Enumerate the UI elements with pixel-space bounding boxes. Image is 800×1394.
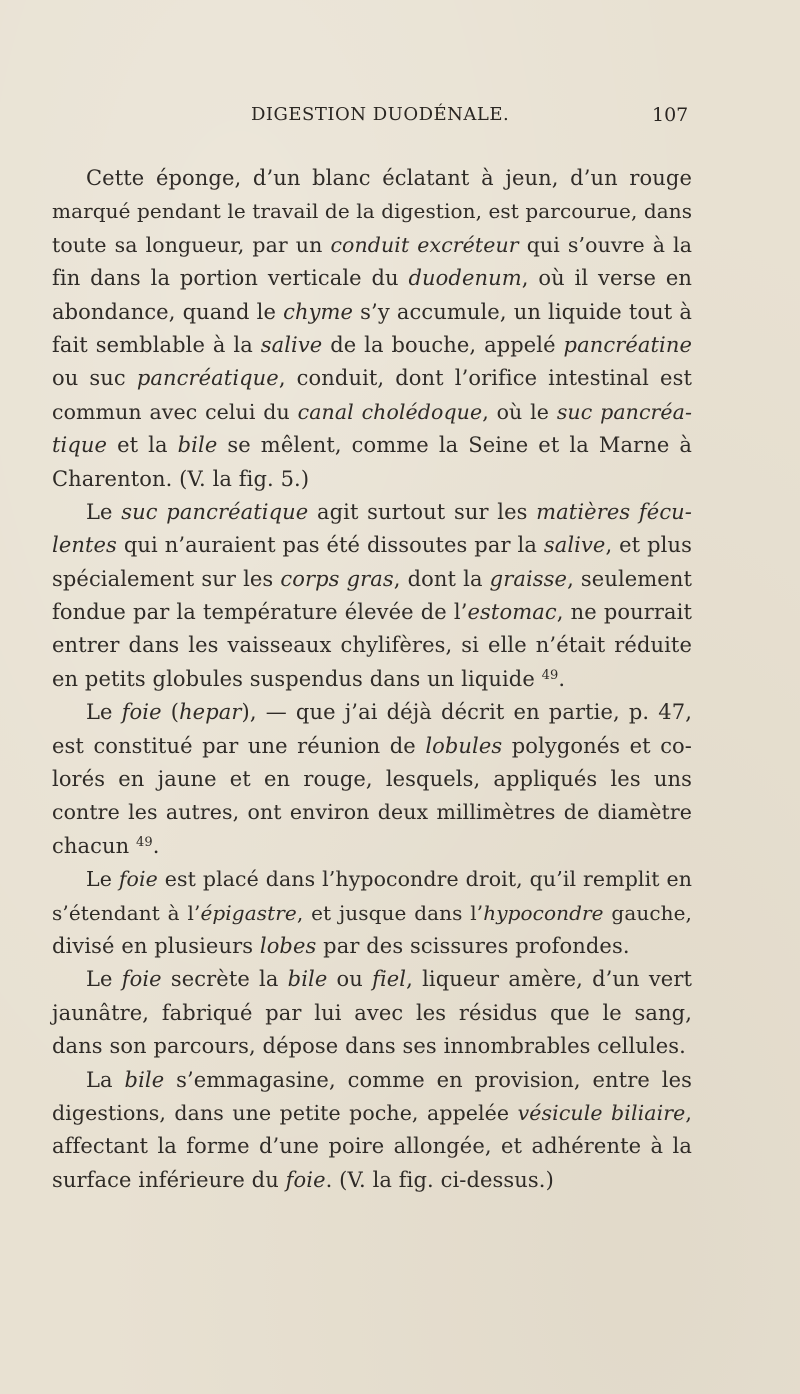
text-run: ,: [685, 1100, 692, 1125]
italic-term: épigastre: [200, 900, 297, 925]
text-run: , ne pourrait: [556, 600, 692, 625]
text-run: lorés en jaune et en rouge, lesquels, appliqués les uns: [52, 767, 692, 792]
text-run: se mêlent, comme la Seine et la Marne à: [217, 433, 692, 458]
text-run: Le: [86, 499, 122, 524]
text-run: , où il verse en: [521, 266, 692, 291]
text-line: [52, 396, 692, 429]
text-line: [52, 262, 692, 295]
text-run: s’y accumule, un liquide tout à: [353, 299, 693, 324]
italic-term: foie: [121, 700, 162, 725]
text-run: , dont la: [393, 566, 490, 591]
text-line: [52, 897, 692, 930]
text-run: La: [86, 1067, 125, 1092]
italic-term: suc pancréatique: [121, 499, 309, 524]
italic-term: graisse: [489, 566, 568, 591]
text-run: chacun: [52, 833, 136, 858]
italic-term: fiel: [372, 967, 407, 992]
italic-term: chyme: [283, 299, 354, 324]
text-run: polygonés et co-: [502, 733, 692, 758]
text-line: [52, 796, 692, 829]
text-run: commun avec celui du: [52, 399, 298, 424]
running-title: DIGESTION DUODÉNALE.: [251, 104, 510, 125]
text-line: [52, 629, 692, 662]
italic-term: foie: [285, 1167, 326, 1192]
italic-term: lobules: [425, 733, 503, 758]
text-line: [52, 1097, 692, 1130]
text-line: [52, 730, 692, 763]
text-line: [52, 997, 692, 1030]
text-run: s’étendant à l’: [52, 900, 201, 925]
text-run: .: [558, 666, 566, 691]
text-line: [52, 930, 692, 963]
italic-term: hypocondre: [483, 900, 604, 925]
text-run: est placé dans l’hypocondre droit, qu’il remplit en: [157, 867, 692, 892]
text-run: , où le: [482, 399, 557, 424]
text-line: [52, 463, 692, 496]
text-line: [52, 963, 692, 996]
italic-term: estomac: [467, 600, 557, 625]
text-run: , et jusque dans l’: [296, 900, 484, 925]
text-run: par des scissures profondes.: [316, 933, 630, 958]
italic-term: pancréatique: [136, 366, 279, 391]
text-run: Le: [86, 967, 122, 992]
text-run: spécialement sur les: [52, 566, 281, 591]
text-run: et la: [107, 433, 178, 458]
text-run: (: [161, 700, 180, 725]
text-line: [52, 195, 692, 228]
text-run: ), — que j’ai déjà décrit en partie, p. 47,: [241, 700, 692, 725]
italic-term: lentes: [52, 533, 117, 558]
text-line: [52, 1164, 692, 1197]
text-run: Charenton. (V. la fig. 5.): [52, 466, 310, 491]
text-line: [52, 1130, 692, 1163]
text-run: contre les autres, ont environ deux millimètres de diamètre: [52, 800, 692, 825]
text-line: [52, 429, 692, 462]
text-run: ou suc: [52, 366, 137, 391]
italic-term: foie: [118, 867, 158, 892]
italic-term: foie: [121, 967, 162, 992]
text-line: [52, 596, 692, 629]
text-line: [52, 329, 692, 362]
text-line: [52, 696, 692, 729]
text-run: est constitué par une réunion de: [52, 733, 426, 758]
italic-term: bile: [124, 1067, 165, 1092]
italic-term: salive: [543, 533, 606, 558]
italic-term: corps gras: [280, 566, 394, 591]
text-run: fait semblable à la: [52, 332, 261, 357]
italic-term: pancréatine: [563, 332, 692, 357]
text-run: , et plus: [605, 533, 692, 558]
italic-term: canal cholédoque: [297, 399, 483, 424]
italic-term: tique: [52, 433, 108, 458]
text-run: Le: [86, 700, 122, 725]
body-text: [52, 162, 692, 1197]
text-run: . (V. la fig. ci-dessus.): [325, 1167, 554, 1192]
text-line: [52, 162, 692, 195]
text-run: Le: [86, 867, 119, 892]
text-run: abondance, quand le: [52, 299, 284, 324]
text-line: [52, 1030, 692, 1063]
text-run: Cette éponge, d’un blanc éclatant à jeun, d’un rouge: [86, 166, 692, 190]
text-run: affectant la forme d’une poire allongée, et adhérente à la: [52, 1134, 692, 1159]
text-line: [52, 863, 692, 896]
text-line: [52, 563, 692, 596]
text-line: [52, 296, 692, 329]
footnote-ref: 49: [541, 667, 559, 683]
text-run: de la bouche, appelé: [322, 332, 564, 357]
text-run: qui n’auraient pas été dissoutes par la: [116, 533, 544, 558]
italic-term: hepar: [179, 700, 242, 725]
text-run: entrer dans les vaisseaux chylifères, si elle n’était réduite: [52, 633, 692, 658]
text-line: [52, 229, 692, 262]
text-line: [52, 496, 692, 529]
text-run: digestions, dans une petite poche, appelée: [52, 1100, 518, 1125]
text-line: [52, 830, 692, 863]
text-run: fondue par la température élevée de l’: [52, 600, 468, 625]
italic-term: duodenum: [408, 266, 522, 291]
footnote-ref: 49: [136, 834, 153, 850]
text-run: dans son parcours, dépose dans ses innombrables cellules.: [52, 1034, 686, 1059]
text-run: s’emmagasine, comme en provision, entre les: [164, 1067, 692, 1092]
italic-term: conduit excréteur: [330, 232, 519, 257]
italic-term: salive: [260, 332, 323, 357]
italic-term: bile: [177, 433, 218, 458]
text-run: en petits globules suspendus dans un liquide: [52, 666, 542, 691]
text-line: [52, 763, 692, 796]
text-run: surface inférieure du: [52, 1167, 286, 1192]
text-run: jaunâtre, fabriqué par lui avec les résidus que le sang,: [52, 1000, 692, 1025]
text-line: [52, 529, 692, 562]
text-run: secrète la: [161, 967, 288, 992]
text-run: agit surtout sur les: [308, 499, 537, 524]
text-run: , conduit, dont l’orifice intestinal est: [278, 366, 692, 391]
page-header: [0, 104, 800, 134]
text-line: [52, 1064, 692, 1097]
text-line: [52, 362, 692, 395]
text-run: marqué pendant le travail de la digestion, est parcourue, dans: [52, 199, 693, 224]
text-run: qui s’ouvre à la: [518, 232, 693, 257]
italic-term: lobes: [259, 933, 317, 958]
italic-term: bile: [287, 967, 328, 992]
text-run: .: [152, 833, 160, 858]
text-run: , liqueur amère, d’un vert: [406, 967, 692, 992]
italic-term: vésicule biliaire: [517, 1100, 686, 1125]
text-run: fin dans la portion verticale du: [52, 266, 409, 291]
text-run: toute sa longueur, par un: [52, 232, 331, 257]
text-run: gauche,: [603, 900, 692, 925]
italic-term: suc pancréa-: [556, 399, 693, 424]
text-run: ou: [327, 967, 373, 992]
page-number: 107: [652, 104, 689, 126]
text-run: divisé en plusieurs: [52, 933, 260, 958]
italic-term: matières fécu-: [536, 499, 692, 524]
text-run: , seulement: [567, 566, 692, 591]
text-line: [52, 663, 692, 696]
